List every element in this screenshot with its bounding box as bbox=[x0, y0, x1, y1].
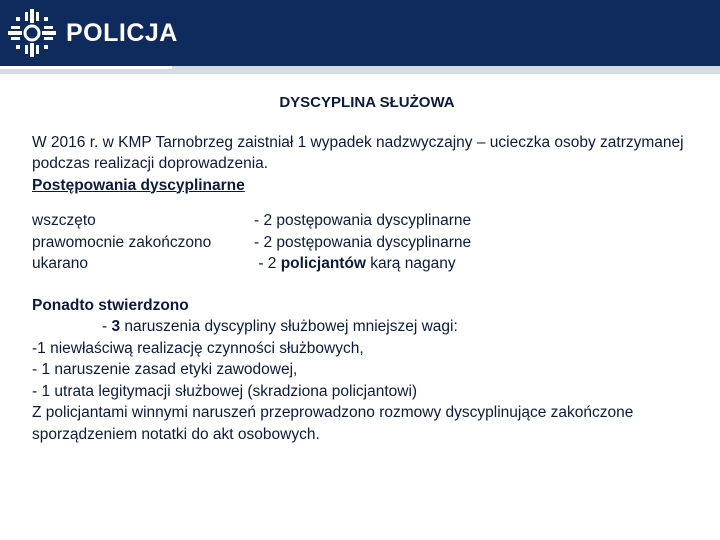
section-heading-proceedings: Postępowania dyscyplinarne bbox=[32, 176, 245, 194]
intro-paragraph: W 2016 r. w KMP Tarnobrzeg zaistniał 1 wypadek nadzwyczajny – ucieczka osoby zatrzymanej podczas realizacji doprowadzenia. bbox=[32, 133, 684, 172]
closing-paragraph: Z policjantami winnymi naruszeń przeprowadzono rozmowy dyscyplinujące zakończone sporządzeniem notatki do akt osobowych. bbox=[32, 404, 634, 443]
logo-wordmark: POLICJA bbox=[66, 18, 178, 47]
stat-value-bold: policjantów bbox=[280, 255, 366, 272]
stat-row bbox=[32, 210, 702, 232]
header-divider-accent bbox=[0, 66, 172, 69]
stat-value: - 2 postępowania dyscyplinarne bbox=[254, 233, 472, 251]
violations-count: 3 bbox=[111, 318, 121, 335]
stat-label: wszczęto bbox=[32, 212, 96, 229]
header-bar bbox=[0, 0, 720, 66]
slide-body bbox=[32, 92, 702, 445]
list-item: - 1 naruszenie zasad etyki zawodowej, bbox=[32, 361, 298, 378]
police-star-icon bbox=[6, 7, 58, 59]
slide-title: DYSCYPLINA SŁUŻOWA bbox=[279, 94, 455, 111]
stat-row bbox=[32, 232, 702, 254]
section-heading-findings: Ponadto stwierdzono bbox=[32, 296, 189, 314]
stat-value: - 2 postępowania dyscyplinarne bbox=[254, 212, 472, 229]
stat-value: - 2 policjantów karą nagany bbox=[258, 255, 456, 272]
list-item: - 1 utrata legitymacji służbowej (skradziona policjantowi) bbox=[32, 382, 418, 400]
violations-line: - 3 naruszenia dyscypliny służbowej mniejszej wagi: bbox=[102, 318, 458, 335]
list-item: -1 niewłaściwą realizację czynności służbowych, bbox=[32, 339, 364, 357]
police-logo[interactable] bbox=[6, 6, 178, 60]
stat-label: prawomocnie zakończono bbox=[32, 233, 212, 251]
stat-row-punished bbox=[32, 253, 702, 275]
stat-label: ukarano bbox=[32, 255, 89, 272]
